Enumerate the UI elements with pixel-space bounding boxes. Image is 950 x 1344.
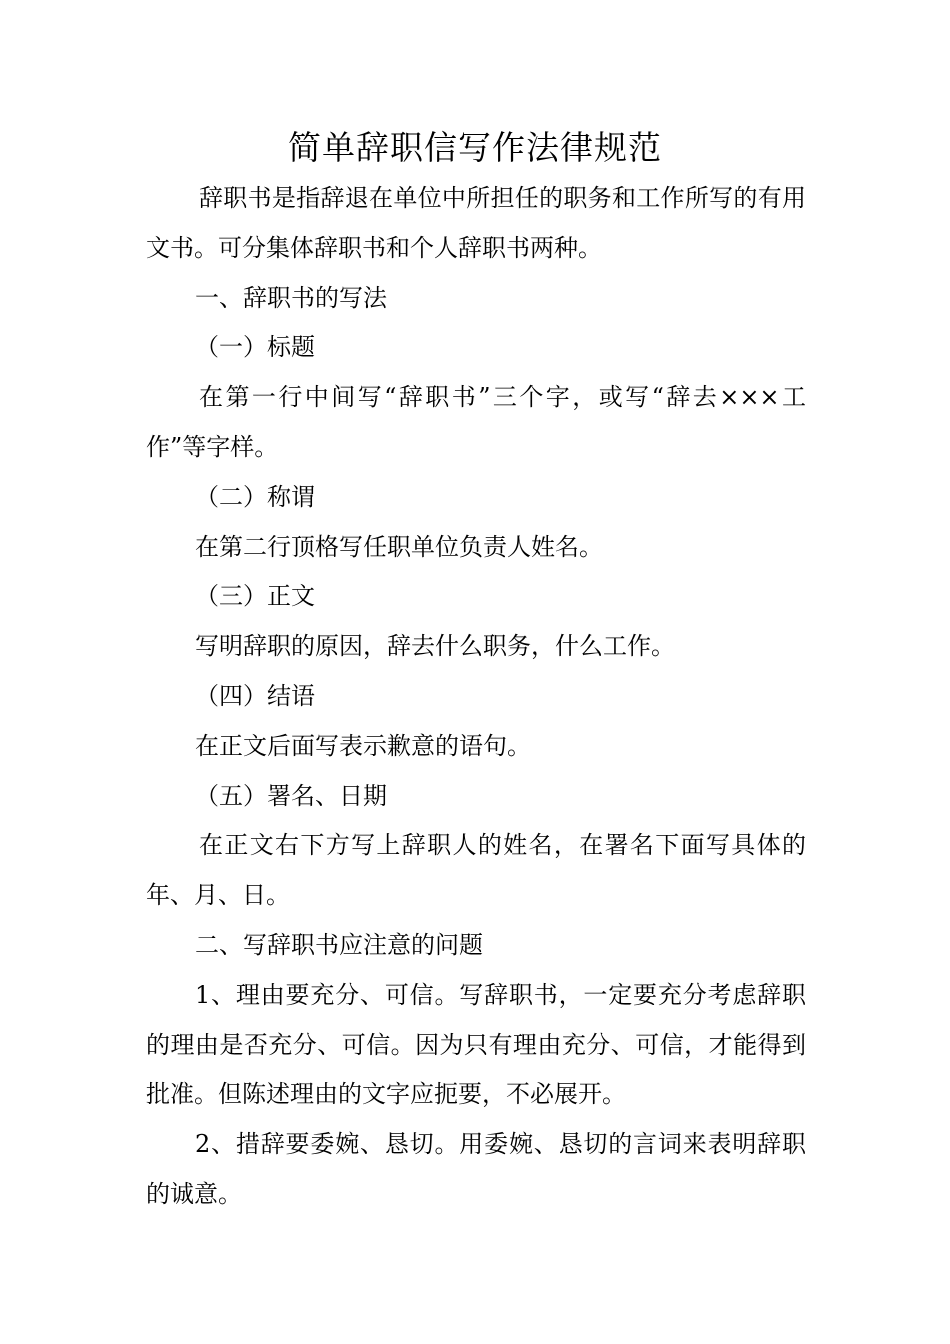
section-heading-writing-method: 一、辞职书的写法 bbox=[195, 283, 387, 312]
subheading-body: （三）正文 bbox=[195, 582, 315, 611]
paragraph-title-detail: 在第一行中间写“辞职书”三个字，或写“辞去×××工作”等字样。 bbox=[146, 383, 806, 461]
paragraph-body-detail: 写明辞职的原因，辞去什么职务，什么工作。 bbox=[195, 632, 675, 661]
paragraph-note-2: 2、措辞要委婉、恳切。用委婉、恳切的言词来表明辞职的诚意。 bbox=[146, 1130, 806, 1208]
paragraph-closing-detail: 在正文后面写表示歉意的语句。 bbox=[195, 731, 531, 760]
subheading-title: （一）标题 bbox=[195, 333, 315, 362]
paragraph-salutation-detail: 在第二行顶格写任职单位负责人姓名。 bbox=[195, 532, 603, 561]
subheading-signature-date: （五）署名、日期 bbox=[195, 781, 387, 810]
subheading-closing: （四）结语 bbox=[195, 681, 315, 710]
paragraph-intro: 辞职书是指辞退在单位中所担任的职务和工作所写的有用文书。可分集体辞职书和个人辞职书两种。 bbox=[146, 184, 806, 262]
document-title: 简单辞职信写作法律规范 bbox=[288, 128, 662, 167]
section-heading-notes: 二、写辞职书应注意的问题 bbox=[195, 930, 483, 959]
paragraph-note-1: 1、理由要充分、可信。写辞职书，一定要充分考虑辞职的理由是否充分、可信。因为只有理由充分、可信，才能得到批准。但陈述理由的文字应扼要，不必展开。 bbox=[146, 980, 806, 1109]
subheading-salutation: （二）称谓 bbox=[195, 482, 315, 511]
paragraph-signature-detail: 在正文右下方写上辞职人的姓名，在署名下面写具体的年、月、日。 bbox=[146, 831, 806, 910]
document-body bbox=[146, 174, 806, 1220]
